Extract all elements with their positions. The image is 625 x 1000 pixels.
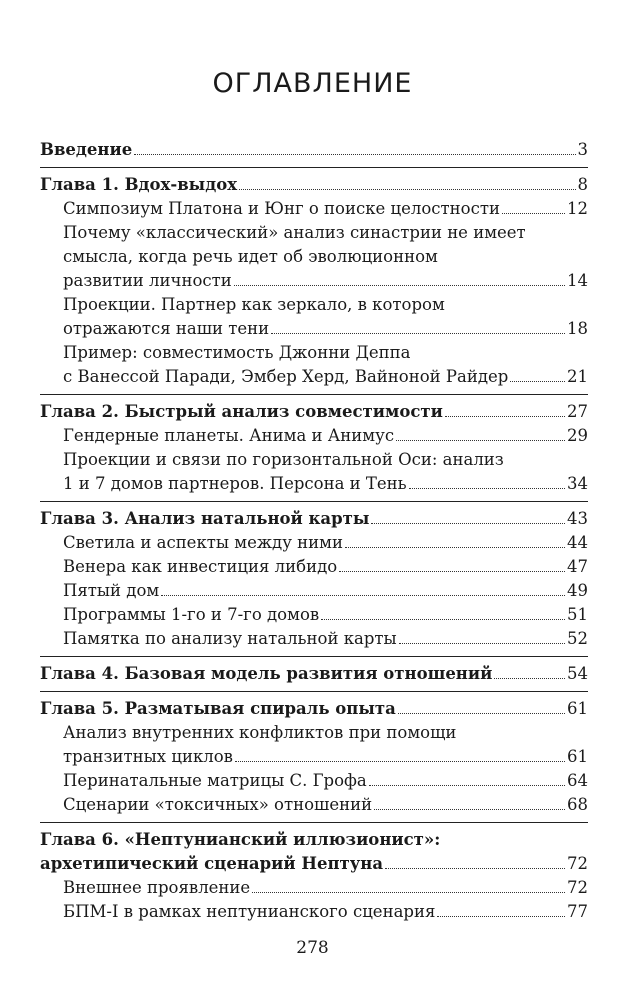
toc-entry-title: Гендерные планеты. Анима и Анимус — [63, 426, 395, 445]
toc-section — [40, 507, 588, 651]
dot-leader — [398, 713, 565, 714]
toc-entry-title: Пятый дом — [63, 581, 160, 600]
dot-leader — [369, 785, 565, 786]
toc-section — [40, 828, 588, 924]
toc-chapter-entry[interactable] — [40, 138, 588, 162]
toc-subentry[interactable] — [40, 448, 588, 496]
toc-entry-title: Глава 5. Разматывая спираль опыта — [40, 699, 396, 718]
dot-leader — [374, 809, 565, 810]
toc-page-number: 44 — [567, 533, 588, 552]
page-title: ОГЛАВЛЕНИЕ — [212, 68, 413, 99]
dot-leader — [385, 868, 565, 869]
section-divider — [40, 656, 588, 657]
dot-leader — [399, 643, 565, 644]
toc-section — [40, 400, 588, 496]
toc-entry-text-line: смысла, когда речь идет об эволюционном — [63, 247, 438, 266]
toc-subentry[interactable] — [40, 579, 588, 603]
toc-page-number: 27 — [567, 402, 588, 421]
toc-page-number: 49 — [567, 581, 588, 600]
toc-subentry[interactable] — [40, 876, 588, 900]
toc-subentry[interactable] — [40, 900, 588, 924]
dot-leader — [371, 523, 565, 524]
toc-entry-text-line: Проекции и связи по горизонтальной Оси: анализ — [63, 450, 504, 469]
toc-entry-title: Памятка по анализу натальной карты — [63, 629, 397, 648]
toc-entry-title: Внешнее проявление — [63, 878, 251, 897]
section-divider — [40, 394, 588, 395]
section-divider — [40, 167, 588, 168]
toc-page-number: 54 — [567, 664, 588, 683]
dot-leader — [437, 916, 565, 917]
dot-leader — [252, 892, 565, 893]
toc-page-number: 12 — [567, 199, 588, 218]
dot-leader — [502, 213, 565, 214]
toc-subentry[interactable] — [40, 197, 588, 221]
toc-section — [40, 173, 588, 389]
toc-subentry[interactable] — [40, 424, 588, 448]
toc-subentry[interactable] — [40, 293, 588, 341]
toc-entry-text-line: Пример: совместимость Джонни Деппа — [63, 343, 411, 362]
dot-leader — [445, 416, 565, 417]
toc-entry-title: транзитных циклов — [63, 747, 233, 766]
toc-entry-title: Венера как инвестиция либидо — [63, 557, 338, 576]
dot-leader — [161, 595, 565, 596]
dot-leader — [339, 571, 565, 572]
page-number: 278 — [296, 938, 329, 958]
toc-page-number: 43 — [567, 509, 588, 528]
toc-section — [40, 138, 588, 162]
toc-page-number: 14 — [567, 271, 588, 290]
toc-subentry[interactable] — [40, 721, 588, 769]
toc-entry-title: развитии личности — [63, 271, 232, 290]
toc-subentry[interactable] — [40, 341, 588, 389]
toc-page-number: 18 — [567, 319, 588, 338]
dot-leader — [396, 440, 565, 441]
table-of-contents — [40, 138, 588, 924]
dot-leader — [409, 488, 565, 489]
toc-page-number: 68 — [567, 795, 588, 814]
toc-chapter-entry[interactable] — [40, 697, 588, 721]
dot-leader — [510, 381, 565, 382]
toc-subentry[interactable] — [40, 221, 588, 293]
toc-entry-title: Введение — [40, 140, 133, 159]
toc-entry-title: 1 и 7 домов партнеров. Персона и Тень — [63, 474, 407, 493]
toc-page-number: 29 — [567, 426, 588, 445]
toc-page-number: 21 — [567, 367, 588, 386]
toc-page-number: 61 — [567, 699, 588, 718]
toc-entry-title: Глава 2. Быстрый анализ совместимости — [40, 402, 443, 421]
toc-subentry[interactable] — [40, 769, 588, 793]
toc-chapter-entry[interactable] — [40, 662, 588, 686]
toc-subentry[interactable] — [40, 793, 588, 817]
toc-entry-title: архетипический сценарий Нептуна — [40, 854, 384, 873]
toc-chapter-entry[interactable] — [40, 173, 588, 197]
dot-leader — [345, 547, 565, 548]
toc-subentry[interactable] — [40, 627, 588, 651]
dot-leader — [271, 333, 565, 334]
dot-leader — [494, 678, 565, 679]
toc-entry-title: Программы 1-го и 7-го домов — [63, 605, 320, 624]
toc-page-number: 51 — [567, 605, 588, 624]
toc-page-number: 61 — [567, 747, 588, 766]
toc-page-number: 47 — [567, 557, 588, 576]
toc-entry-title: Светила и аспекты между ними — [63, 533, 343, 552]
toc-section — [40, 697, 588, 817]
toc-entry-text-line: Анализ внутренних конфликтов при помощи — [63, 723, 457, 742]
toc-entry-text-line: Глава 6. «Нептунианский иллюзионист»: — [40, 830, 441, 849]
toc-page-number: 52 — [567, 629, 588, 648]
toc-page-number: 64 — [567, 771, 588, 790]
toc-chapter-entry[interactable] — [40, 828, 588, 876]
toc-entry-title: Сценарии «токсичных» отношений — [63, 795, 373, 814]
toc-entry-title: Глава 1. Вдох-выдох — [40, 175, 238, 194]
section-divider — [40, 691, 588, 692]
toc-page-number: 72 — [567, 854, 588, 873]
toc-entry-title: Перинатальные матрицы С. Грофа — [63, 771, 367, 790]
dot-leader — [134, 154, 575, 155]
toc-entry-title: Симпозиум Платона и Юнг о поиске целостности — [63, 199, 500, 218]
toc-page-number: 8 — [577, 175, 588, 194]
toc-page-number: 77 — [567, 902, 588, 921]
dot-leader — [239, 189, 575, 190]
toc-entry-text-line: Проекции. Партнер как зеркало, в котором — [63, 295, 445, 314]
toc-entry-title: отражаются наши тени — [63, 319, 270, 338]
section-divider — [40, 822, 588, 823]
toc-subentry[interactable] — [40, 555, 588, 579]
toc-page-number: 72 — [567, 878, 588, 897]
dot-leader — [321, 619, 565, 620]
toc-chapter-entry[interactable] — [40, 400, 588, 424]
toc-subentry[interactable] — [40, 531, 588, 555]
toc-section — [40, 662, 588, 686]
toc-entry-title: Глава 3. Анализ натальной карты — [40, 509, 370, 528]
dot-leader — [234, 285, 565, 286]
toc-subentry[interactable] — [40, 603, 588, 627]
toc-entry-title: БПМ-I в рамках нептунианского сценария — [63, 902, 436, 921]
toc-chapter-entry[interactable] — [40, 507, 588, 531]
toc-entry-title: с Ванессой Паради, Эмбер Херд, Вайноной Райдер — [63, 367, 509, 386]
toc-entry-text-line: Почему «классический» анализ синастрии не имеет — [63, 223, 526, 242]
toc-page-number: 3 — [577, 140, 588, 159]
toc-page-number: 34 — [567, 474, 588, 493]
toc-entry-title: Глава 4. Базовая модель развития отношений — [40, 664, 493, 683]
dot-leader — [235, 761, 565, 762]
section-divider — [40, 501, 588, 502]
